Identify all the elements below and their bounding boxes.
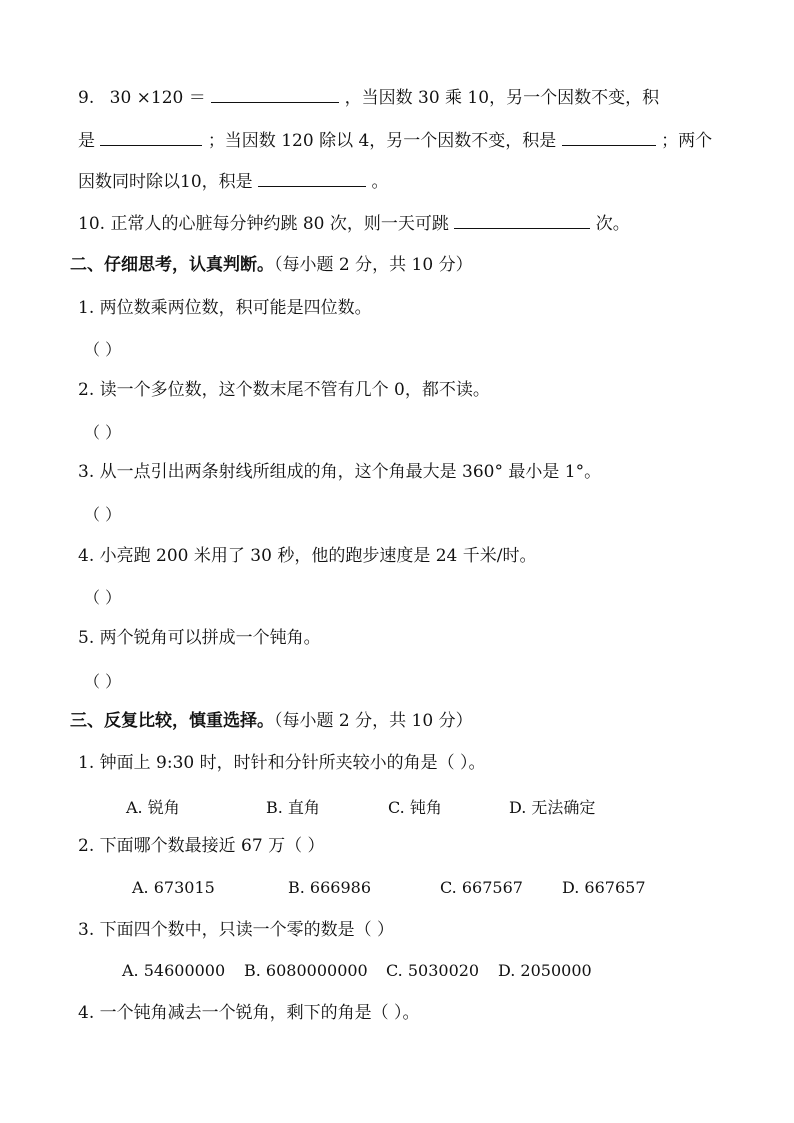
section3-title: 三、反复比较，慎重选择。 bbox=[70, 711, 274, 731]
q9-line2 bbox=[78, 129, 712, 152]
choice-1-option-a[interactable]: A. 锐角 bbox=[126, 798, 180, 817]
judge-item-4: 4. 小亮跑 200 米用了 30 秒，他的跑步速度是 24 千米/时。 bbox=[78, 546, 537, 566]
q9-text-3: ；当因数 120 除以 4，另一个因数不变，积是 bbox=[207, 131, 557, 151]
choice-3-option-b[interactable]: B. 6080000000 bbox=[244, 961, 368, 980]
section3-note: （每小题 2 分，共 10 分） bbox=[274, 711, 473, 731]
q10-line bbox=[78, 212, 630, 235]
q9-blank-3[interactable] bbox=[562, 129, 656, 146]
choice-item-4: 4. 一个钝角减去一个锐角，剩下的角是（ ）。 bbox=[78, 1003, 420, 1023]
judge-answer-3[interactable]: （ ） bbox=[84, 505, 122, 524]
choice-3-option-a[interactable]: A. 54600000 bbox=[122, 961, 226, 980]
choice-1-option-c[interactable]: C. 钝角 bbox=[388, 798, 442, 817]
choice-3-option-d[interactable]: D. 2050000 bbox=[498, 961, 592, 980]
section3-heading bbox=[70, 710, 473, 732]
q9-text-6: 。 bbox=[371, 172, 389, 192]
q10-text-1: 正常人的心脏每分钟约跳 80 次，则一天可跳 bbox=[110, 214, 449, 234]
choice-2-option-d[interactable]: D. 667657 bbox=[562, 878, 646, 897]
choice-1-option-b[interactable]: B. 直角 bbox=[266, 798, 320, 817]
choice-2-option-c[interactable]: C. 667567 bbox=[440, 878, 523, 897]
choice-item-2: 2. 下面哪个数最接近 67 万（ ） bbox=[78, 836, 325, 856]
q10-number: 10. bbox=[78, 214, 106, 234]
judge-item-1: 1. 两位数乘两位数，积可能是四位数。 bbox=[78, 298, 372, 318]
q10-blank[interactable] bbox=[454, 212, 590, 229]
judge-item-2: 2. 读一个多位数，这个数末尾不管有几个 0，都不读。 bbox=[78, 380, 490, 400]
judge-item-3: 3. 从一点引出两条射线所组成的角，这个角最大是 360° 最小是 1°。 bbox=[78, 462, 602, 482]
q9-text-2: 是 bbox=[78, 131, 95, 151]
section2-title: 二、仔细思考，认真判断。 bbox=[70, 255, 274, 275]
q9-blank-2[interactable] bbox=[100, 129, 202, 146]
q9-text-5: 因数同时除以10，积是 bbox=[78, 172, 253, 192]
judge-item-5: 5. 两个锐角可以拼成一个钝角。 bbox=[78, 628, 321, 648]
q9-text-1: ，当因数 30 乘 10，另一个因数不变，积 bbox=[344, 88, 660, 108]
q9-blank-4[interactable] bbox=[258, 170, 366, 187]
q9-number: 9. bbox=[78, 88, 95, 108]
choice-3-option-c[interactable]: C. 5030020 bbox=[386, 961, 480, 980]
judge-answer-1[interactable]: （ ） bbox=[84, 340, 122, 359]
q10-text-2: 次。 bbox=[595, 214, 630, 234]
q9-line1 bbox=[78, 86, 659, 109]
judge-answer-5[interactable]: （ ） bbox=[84, 672, 122, 691]
choice-2-option-a[interactable]: A. 673015 bbox=[132, 878, 215, 897]
q9-text-4: ；两个 bbox=[661, 131, 713, 151]
judge-answer-2[interactable]: （ ） bbox=[84, 423, 122, 442]
judge-answer-4[interactable]: （ ） bbox=[84, 588, 122, 607]
section2-note: （每小题 2 分，共 10 分） bbox=[274, 255, 473, 275]
choice-item-3: 3. 下面四个数中，只读一个零的数是（ ） bbox=[78, 920, 395, 940]
choice-2-option-b[interactable]: B. 666986 bbox=[288, 878, 372, 897]
q9-blank-1[interactable] bbox=[211, 86, 339, 103]
q9-line3 bbox=[78, 170, 388, 193]
section2-heading bbox=[70, 254, 473, 276]
choice-1-option-d[interactable]: D. 无法确定 bbox=[509, 798, 596, 817]
q9-expression: 30 ×120 ＝ bbox=[109, 88, 206, 108]
choice-item-1: 1. 钟面上 9:30 时，时针和分针所夹较小的角是（ ）。 bbox=[78, 753, 486, 773]
